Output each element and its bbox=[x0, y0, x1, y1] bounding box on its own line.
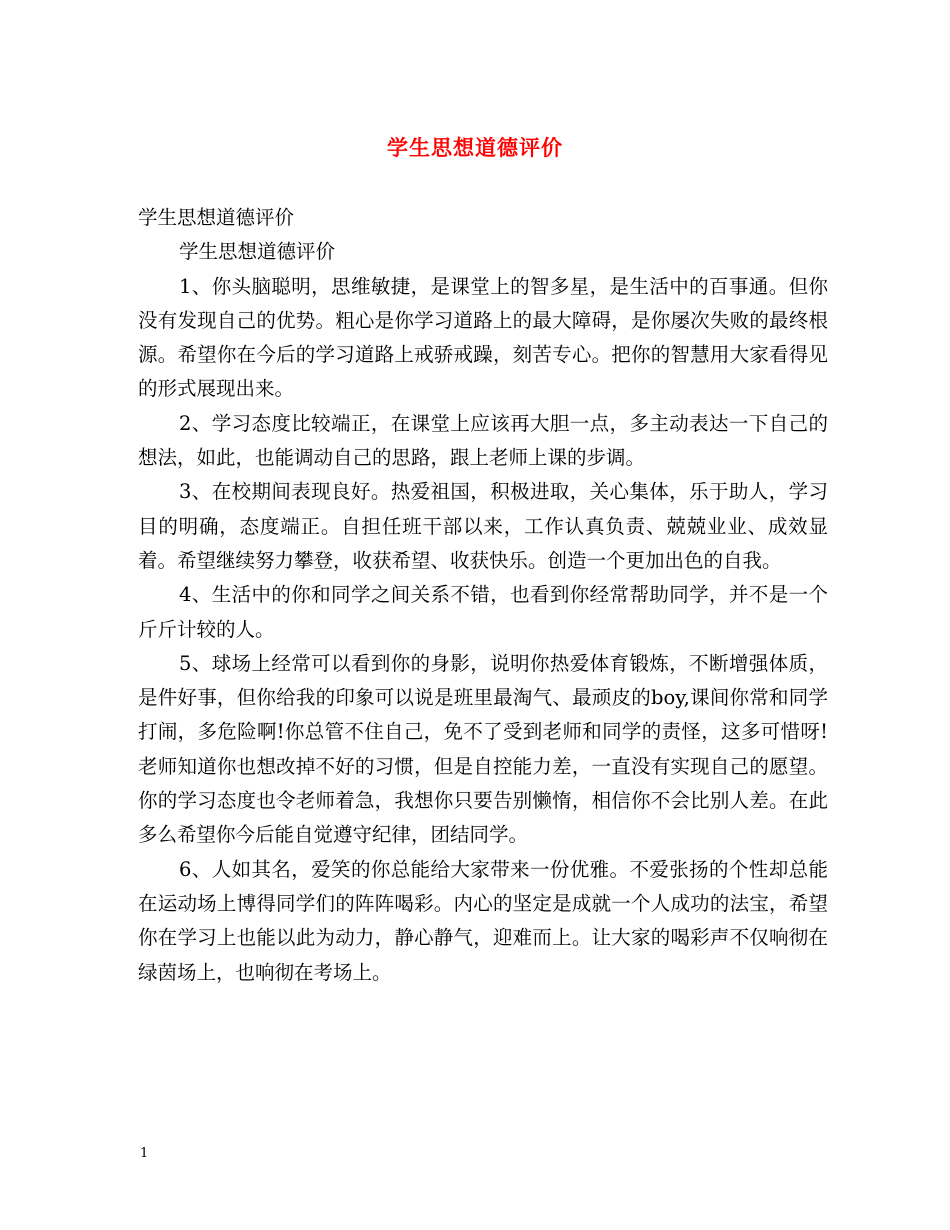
document-body bbox=[138, 201, 828, 990]
paragraph-4: 4、生活中的你和同学之间关系不错，也看到你经常帮助同学，并不是一个斤斤计较的人。 bbox=[138, 583, 828, 641]
paragraph-6: 6、人如其名，爱笑的你总能给大家带来一份优雅。不爱张扬的个性却总能在运动场上博得同学们的阵阵喝彩。内心的坚定是成就一个人成功的法宝，希望你在学习上也能以此为动力，静心静气，迎难而上。让大家的喝彩声不仅响彻在绿茵场上，也响彻在考场上。 bbox=[138, 857, 828, 984]
subtitle-line: 学生思想道德评价 bbox=[138, 206, 295, 229]
paragraph-5: 5、球场上经常可以看到你的身影，说明你热爱体育锻炼，不断增强体质，是件好事，但你给我的印象可以说是班里最淘气、最顽皮的boy,课间你常和同学打闹，多危险啊!你总管不住自己，免不了受到老师和同学的责怪，这多可惜呀!老师知道你也想改掉不好的习惯，但是自控能力差，一直没有实现自己的愿望。你的学习态度也令老师着急，我想你只要告别懒惰，相信你不会比别人差。在此多么希望你今后能自觉遵守纪律，团结同学。 bbox=[138, 651, 828, 847]
paragraph-1: 1、你头脑聪明，思维敏捷，是课堂上的智多星，是生活中的百事通。但你没有发现自己的优势。粗心是你学习道路上的最大障碍，是你屡次失败的最终根源。希望你在今后的学习道路上戒骄戒躁，刻苦专心。把你的智慧用大家看得见的形式展现出来。 bbox=[138, 274, 828, 401]
page-number: 1 bbox=[140, 1146, 149, 1161]
document-title: 学生思想道德评价 bbox=[387, 135, 563, 160]
paragraph-3: 3、在校期间表现良好。热爱祖国，积极进取，关心集体，乐于助人，学习目的明确，态度端正。自担任班干部以来，工作认真负责、兢兢业业、成效显着。希望继续努力攀登，收获希望、收获快乐。创造一个更加出色的自我。 bbox=[138, 480, 828, 572]
heading-line: 学生思想道德评价 bbox=[179, 240, 336, 264]
paragraph-2: 2、学习态度比较端正，在课堂上应该再大胆一点，多主动表达一下自己的想法，如此，也能调动自己的思路，跟上老师上课的步调。 bbox=[138, 411, 828, 470]
